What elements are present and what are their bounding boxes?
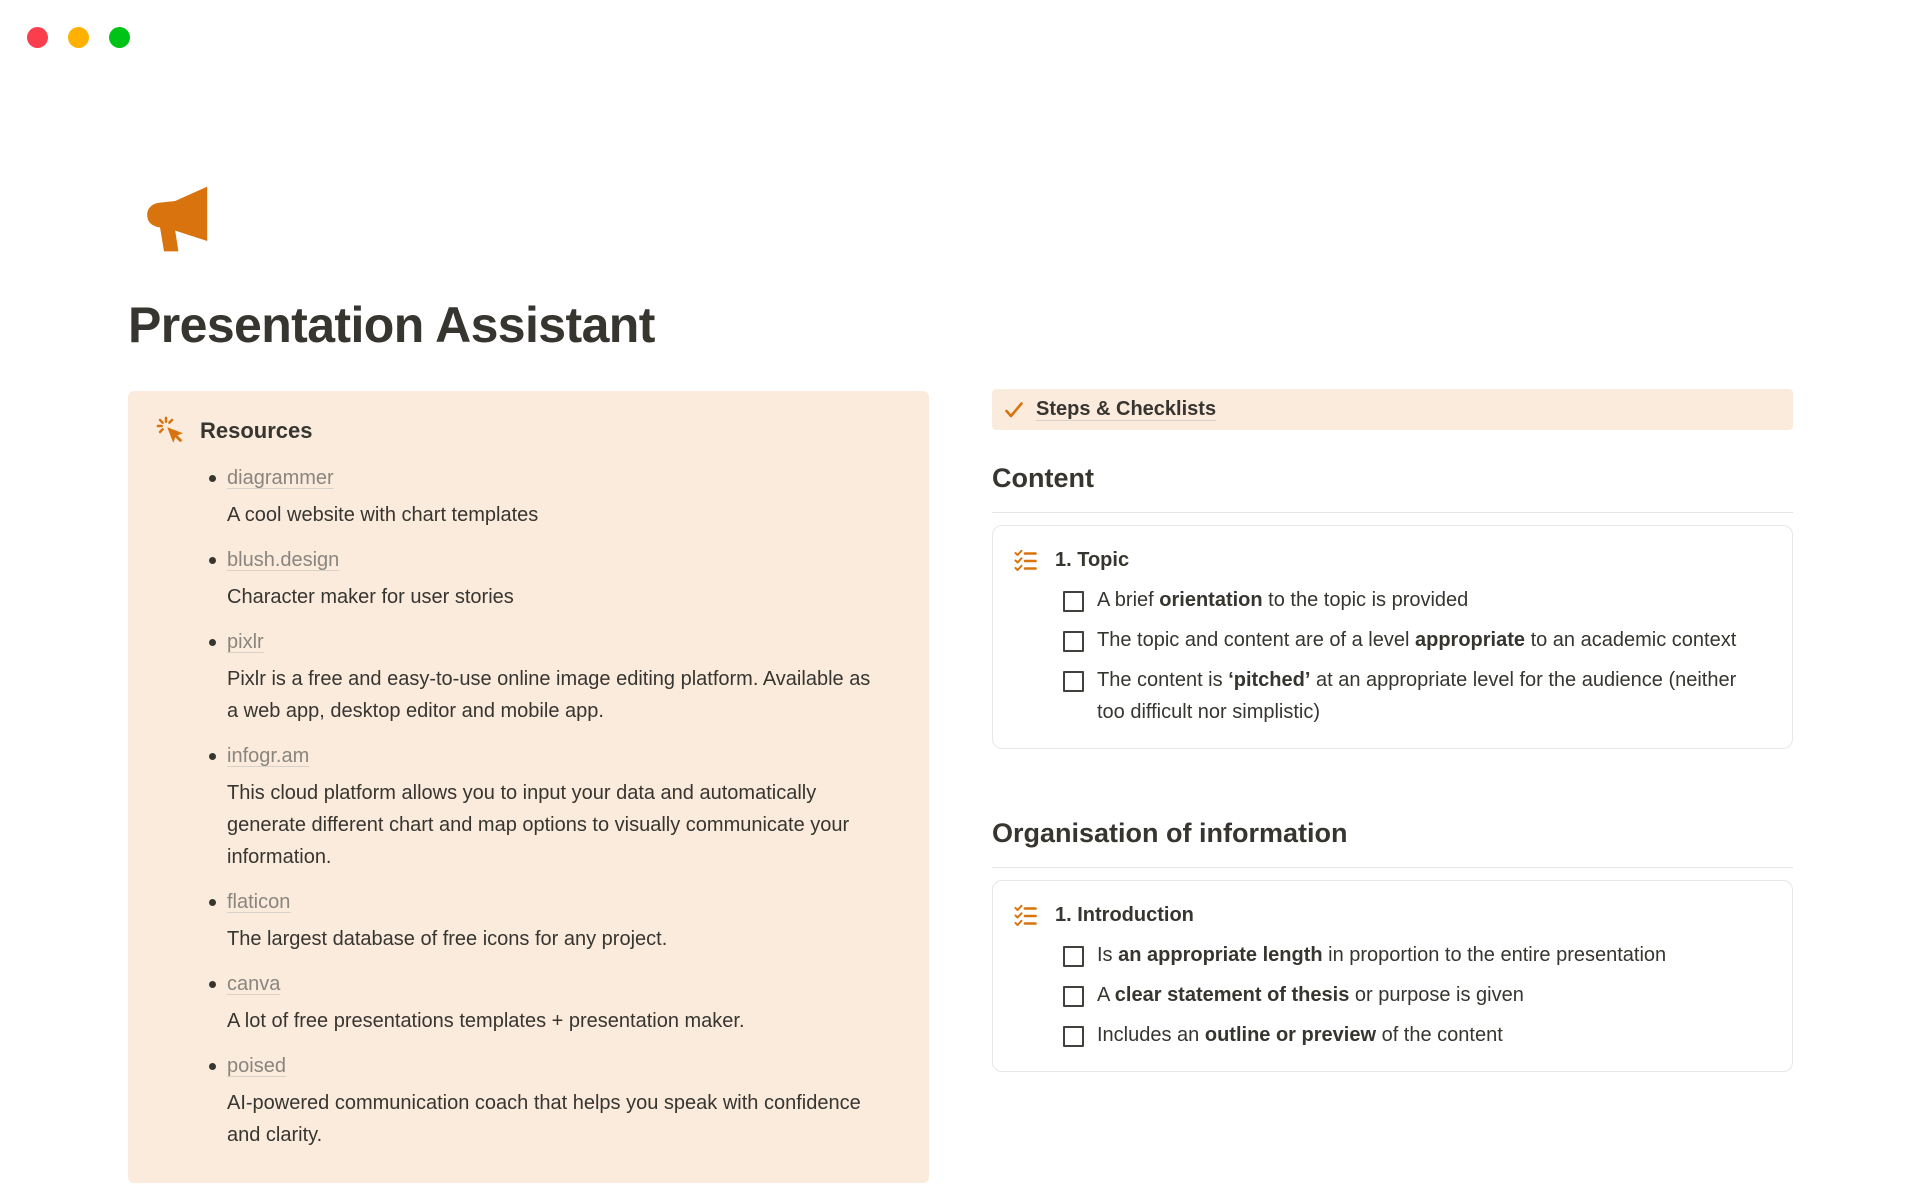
bullet-icon	[209, 753, 216, 760]
card-title: 1. Topic	[1055, 548, 1130, 571]
bullet-icon	[209, 981, 216, 988]
resource-link[interactable]: canva	[227, 973, 281, 995]
zoom-window-button[interactable]	[109, 27, 130, 48]
resource-description: AI-powered communication coach that helps you speak with confidence and clarity.	[227, 1092, 861, 1146]
steps-checklists-label: Steps & Checklists	[1036, 398, 1217, 420]
close-window-button[interactable]	[27, 27, 48, 48]
resource-content	[227, 461, 538, 531]
resource-link[interactable]: infogr.am	[227, 745, 310, 767]
bullet-icon	[209, 899, 216, 906]
bullet-icon	[209, 557, 216, 564]
cursor-click-icon	[156, 416, 186, 446]
checklist-item	[1063, 939, 1762, 971]
resource-content	[227, 1049, 877, 1151]
bullet-icon	[209, 1063, 216, 1070]
resources-callout	[128, 391, 929, 1183]
resource-description: The largest database of free icons for any project.	[227, 928, 668, 950]
resource-link[interactable]: flaticon	[227, 891, 291, 913]
resource-link[interactable]: poised	[227, 1055, 286, 1077]
resource-item	[209, 461, 901, 531]
resource-item	[209, 543, 901, 613]
resource-description: This cloud platform allows you to input your data and automatically generate different chart and map options to visually communicate your information.	[227, 782, 850, 868]
page-title[interactable]: Presentation Assistant	[128, 297, 655, 353]
window-controls	[27, 27, 130, 48]
checklist-items	[1063, 584, 1762, 728]
bullet-icon	[209, 475, 216, 482]
resource-description: A lot of free presentations templates + presentation maker.	[227, 1010, 745, 1032]
card-header	[1014, 901, 1762, 929]
resource-content	[227, 739, 877, 873]
checkbox-unchecked[interactable]	[1063, 671, 1084, 692]
section-heading: Organisation of information	[992, 818, 1348, 848]
introduction-checklist-card	[992, 880, 1793, 1072]
resource-content	[227, 885, 667, 955]
checklist-item	[1063, 979, 1762, 1011]
organisation-section	[992, 815, 1793, 1072]
section-divider	[992, 512, 1793, 513]
resource-description: Pixlr is a free and easy-to-use online image editing platform. Available as a web app, desktop editor and mobile app.	[227, 668, 871, 722]
page-icon[interactable]	[140, 180, 220, 258]
checklists-column	[992, 389, 1793, 1072]
section-divider	[992, 867, 1793, 868]
checkbox-unchecked[interactable]	[1063, 946, 1084, 967]
checklist-item-text: Includes an outline or preview of the content	[1097, 1024, 1503, 1046]
resource-description: Character maker for user stories	[227, 586, 514, 608]
task-list-icon	[1014, 904, 1037, 927]
checklist-item	[1063, 1019, 1762, 1051]
checkbox-unchecked[interactable]	[1063, 1026, 1084, 1047]
checklist-item-text: The topic and content are of a level appropriate to an academic context	[1097, 629, 1737, 651]
resource-link[interactable]: blush.design	[227, 549, 340, 571]
checkbox-unchecked[interactable]	[1063, 986, 1084, 1007]
resource-item	[209, 885, 901, 955]
checkbox-unchecked[interactable]	[1063, 631, 1084, 652]
checkbox-unchecked[interactable]	[1063, 591, 1084, 612]
checklist-item-text: Is an appropriate length in proportion to the entire presentation	[1097, 944, 1667, 966]
task-list-icon	[1014, 549, 1037, 572]
resource-link[interactable]: diagrammer	[227, 467, 334, 489]
resource-description: A cool website with chart templates	[227, 504, 539, 526]
section-heading: Content	[992, 463, 1094, 493]
resource-link[interactable]: pixlr	[227, 631, 264, 653]
checklist-item-text: A brief orientation to the topic is provided	[1097, 589, 1469, 611]
resource-item	[209, 1049, 901, 1151]
resource-content	[227, 967, 745, 1037]
resource-item	[209, 739, 901, 873]
resource-item	[209, 967, 901, 1037]
megaphone-icon	[140, 180, 220, 258]
resource-item	[209, 625, 901, 727]
checklist-item-text: A clear statement of thesis or purpose is given	[1097, 984, 1524, 1006]
checklist-item	[1063, 624, 1762, 656]
checklist-item	[1063, 584, 1762, 616]
resources-list	[209, 461, 901, 1151]
card-title: 1. Introduction	[1055, 903, 1194, 926]
bullet-icon	[209, 639, 216, 646]
resource-content	[227, 625, 877, 727]
checklist-item	[1063, 664, 1762, 728]
minimize-window-button[interactable]	[68, 27, 89, 48]
card-header	[1014, 546, 1762, 574]
resource-content	[227, 543, 514, 613]
check-icon	[1003, 399, 1025, 421]
topic-checklist-card	[992, 525, 1793, 749]
resources-header	[156, 415, 901, 447]
checklist-items	[1063, 939, 1762, 1051]
resources-title: Resources	[200, 418, 313, 443]
content-section	[992, 460, 1793, 749]
checklist-item-text: The content is ‘pitched’ at an appropriate level for the audience (neither too difficult nor simplistic)	[1097, 669, 1737, 723]
steps-checklists-page-link[interactable]	[992, 389, 1793, 430]
